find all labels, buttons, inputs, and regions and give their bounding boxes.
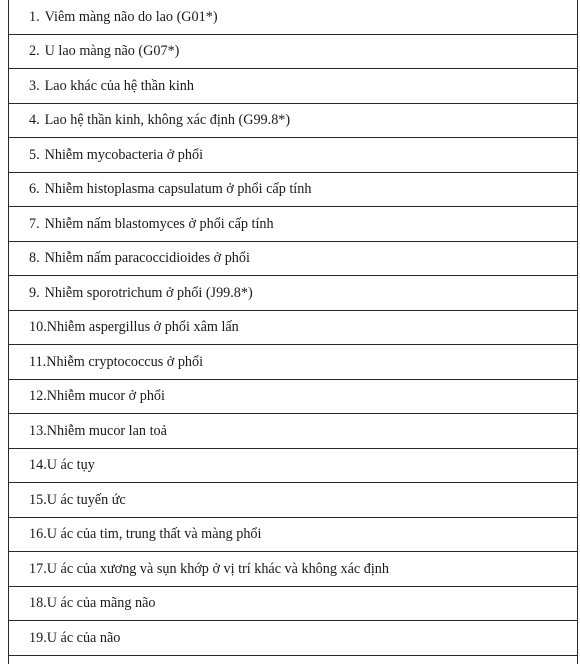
list-item bbox=[9, 414, 577, 449]
item-text: U ác của tim, trung thất và màng phổi bbox=[46, 526, 262, 543]
list-item bbox=[9, 310, 577, 345]
list-item bbox=[9, 276, 577, 311]
item-number: 15. bbox=[29, 491, 47, 508]
table-row bbox=[9, 552, 577, 587]
item-text: Lao khác của hệ thần kinh bbox=[44, 77, 194, 94]
list-item bbox=[9, 379, 577, 414]
item-number: 10. bbox=[29, 319, 47, 336]
list-item bbox=[9, 552, 577, 587]
item-text: U ác của não bbox=[46, 629, 121, 646]
item-number: 12. bbox=[29, 388, 47, 405]
table-row bbox=[9, 0, 577, 34]
item-number: 1. bbox=[29, 8, 40, 25]
list-item bbox=[9, 103, 577, 138]
item-text: Nhiễm sporotrichum ở phổi (J99.8*) bbox=[44, 284, 253, 301]
item-number: 18. bbox=[29, 595, 47, 612]
item-number: 9. bbox=[29, 284, 40, 301]
item-number: 6. bbox=[29, 181, 40, 198]
list-item bbox=[9, 448, 577, 483]
table-row bbox=[9, 483, 577, 518]
table-row bbox=[9, 310, 577, 345]
item-number: 3. bbox=[29, 77, 40, 94]
list-item bbox=[9, 483, 577, 518]
item-number: 13. bbox=[29, 422, 47, 439]
item-text: Lao hệ thần kinh, không xác định (G99.8*) bbox=[44, 112, 291, 129]
table-row bbox=[9, 172, 577, 207]
table-row bbox=[9, 379, 577, 414]
item-text: Nhiễm histoplasma capsulatum ở phổi cấp tính bbox=[44, 181, 312, 198]
item-number: 14. bbox=[29, 457, 47, 474]
item-text: Nhiễm mucor lan toả bbox=[46, 422, 167, 439]
item-text: Nhiễm aspergillus ở phổi xâm lấn bbox=[46, 319, 239, 336]
item-text: U ác tụy bbox=[46, 457, 95, 474]
table-row bbox=[9, 69, 577, 104]
item-number: 2. bbox=[29, 43, 40, 60]
table-row bbox=[9, 241, 577, 276]
item-text: Nhiễm cryptococcus ở phổi bbox=[46, 353, 204, 370]
table-row bbox=[9, 34, 577, 69]
list-item bbox=[9, 345, 577, 380]
list-item bbox=[9, 517, 577, 552]
item-number: 17. bbox=[29, 560, 47, 577]
list-item bbox=[9, 138, 577, 173]
item-text: U ác của xương và sụn khớp ở vị trí khác và không xác định bbox=[46, 560, 389, 577]
table-row bbox=[9, 103, 577, 138]
item-text: Nhiễm nấm paracoccidioides ở phổi bbox=[44, 250, 250, 267]
item-text: Viêm màng não do lao (G01*) bbox=[44, 8, 218, 25]
item-text: Nhiễm mycobacteria ở phổi bbox=[44, 146, 204, 163]
item-number: 5. bbox=[29, 146, 40, 163]
item-number: 19. bbox=[29, 629, 47, 646]
list-item bbox=[9, 621, 577, 656]
list-item bbox=[9, 34, 577, 69]
document-table-frame bbox=[8, 0, 578, 664]
item-text: U ác của mãng não bbox=[46, 595, 156, 612]
disease-list-body bbox=[9, 0, 577, 655]
disease-list-table bbox=[9, 0, 577, 656]
table-row bbox=[9, 138, 577, 173]
table-row bbox=[9, 414, 577, 449]
item-text: U lao màng não (G07*) bbox=[44, 43, 180, 60]
item-text: Nhiễm mucor ở phổi bbox=[46, 388, 165, 405]
list-item bbox=[9, 241, 577, 276]
table-row bbox=[9, 621, 577, 656]
table-row bbox=[9, 517, 577, 552]
item-text: U ác tuyến ức bbox=[46, 491, 126, 508]
list-item bbox=[9, 586, 577, 621]
item-number: 11. bbox=[29, 353, 47, 370]
table-row bbox=[9, 345, 577, 380]
list-item bbox=[9, 69, 577, 104]
table-row bbox=[9, 448, 577, 483]
item-number: 4. bbox=[29, 112, 40, 129]
table-row bbox=[9, 276, 577, 311]
item-number: 16. bbox=[29, 526, 47, 543]
item-text: Nhiễm nấm blastomyces ở phổi cấp tính bbox=[44, 215, 274, 232]
item-number: 7. bbox=[29, 215, 40, 232]
list-item bbox=[9, 0, 577, 34]
list-item bbox=[9, 207, 577, 242]
item-number: 8. bbox=[29, 250, 40, 267]
table-row bbox=[9, 207, 577, 242]
list-item bbox=[9, 172, 577, 207]
table-row bbox=[9, 586, 577, 621]
